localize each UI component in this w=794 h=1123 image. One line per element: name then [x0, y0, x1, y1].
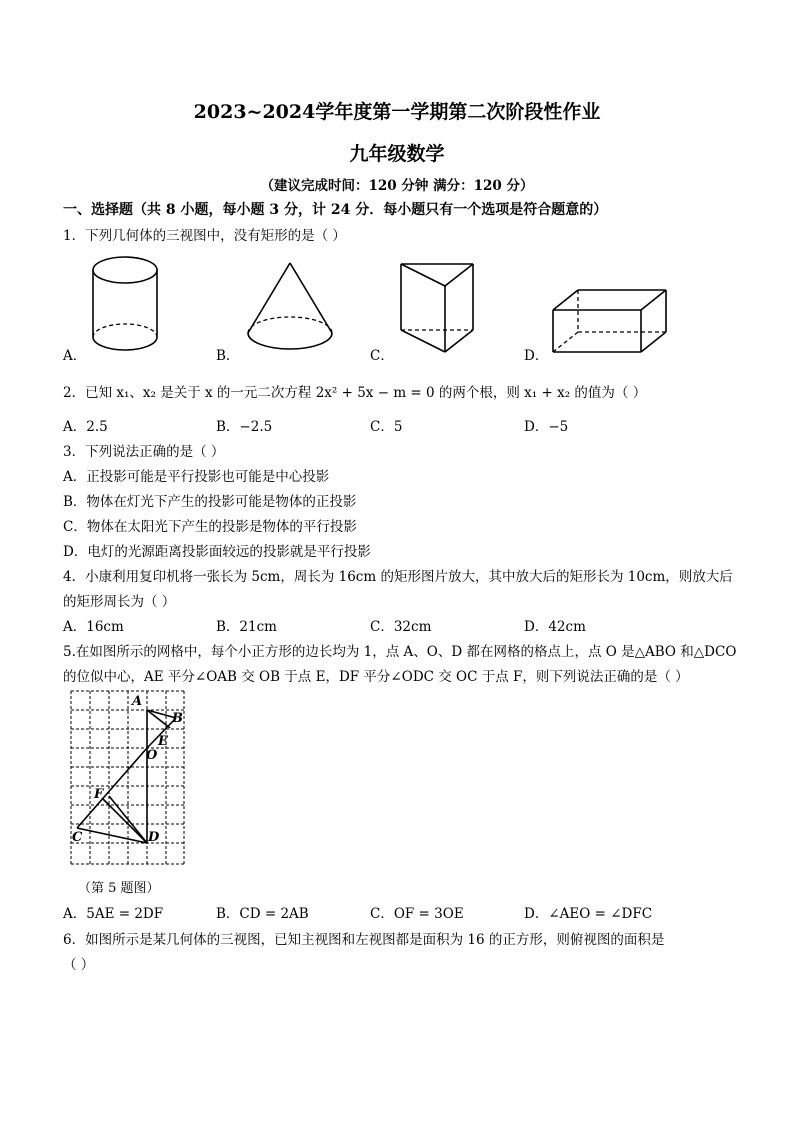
q2-option-c: C．5 — [370, 419, 403, 435]
q2-option-d: D．−5 — [524, 419, 569, 435]
label-o: O — [146, 748, 158, 763]
figure-5-caption: （第 5 题图） — [78, 881, 160, 896]
question-4-stem-cont: 的矩形周长为（ ） — [63, 594, 176, 610]
rectangular-box-figure — [548, 285, 673, 357]
question-6-stem: 6．如图所示是某几何体的三视图，已知主视图和左视图都是面积为 16 的正方形，则俯视图的面积是 — [63, 932, 665, 948]
label-a: A — [132, 694, 143, 709]
q3-option-c: C．物体在太阳光下产生的投影是物体的平行投影 — [63, 519, 357, 535]
q5-option-c: C．OF = 3OE — [370, 906, 464, 922]
q1-option-b: B． — [216, 348, 240, 364]
label-b: B — [172, 711, 183, 726]
q1-option-a: A． — [63, 348, 87, 364]
q5-option-a: A．5AE = 2DF — [63, 906, 164, 922]
q4-option-b: B．21cm — [216, 619, 277, 635]
q5-option-d: D．∠AEO = ∠DFC — [524, 906, 653, 922]
q4-option-a: A．16cm — [63, 619, 124, 635]
question-2-stem: 2．已知 x₁、x₂ 是关于 x 的一元二次方程 2x² + 5x − m = 0 的两个根，则 x₁ + x₂ 的值为（ ） — [63, 385, 647, 401]
label-c: C — [72, 830, 83, 845]
cone-figure — [240, 255, 340, 360]
q1-option-c: C． — [370, 348, 394, 364]
label-f: F — [94, 787, 104, 802]
q1-option-d: D． — [524, 348, 549, 364]
q2-option-a: A．2.5 — [63, 419, 108, 435]
triangular-prism-figure — [395, 258, 480, 358]
question-3-stem: 3．下列说法正确的是（ ） — [63, 444, 225, 460]
q3-option-a: A．正投影可能是平行投影也可能是中心投影 — [63, 469, 330, 485]
label-d: D — [148, 830, 160, 845]
exam-title: 2023~2024学年度第一学期第二次阶段性作业 — [193, 101, 601, 123]
question-1-stem: 1．下列几何体的三视图中，没有矩形的是（ ） — [63, 228, 346, 244]
question-5-stem: 5.在如图所示的网格中，每个小正方形的边长均为 1，点 A、O、D 都在网格的格点上，点 O 是△ABO 和△DCO — [63, 644, 737, 660]
q3-option-b: B．物体在灯光下产生的投影可能是物体的正投影 — [63, 494, 357, 510]
question-5-stem-cont: 的位似中心，AE 平分∠OAB 交 OB 于点 E，DF 平分∠ODC 交 OC 于点 F，则下列说法正确的是（ ） — [63, 669, 689, 685]
exam-info: （建议完成时间：120 分钟 满分：120 分） — [260, 178, 534, 194]
section-heading: 一、选择题（共 8 小题，每小题 3 分，计 24 分．每小题只有一个选项是符合题意的） — [63, 202, 608, 218]
cylinder-figure — [85, 250, 165, 360]
q5-option-b: B．CD = 2AB — [216, 906, 309, 922]
question-4-stem: 4．小康利用复印机将一张长为 5cm，周长为 16cm 的矩形图片放大，其中放大后的矩形长为 10cm，则放大后 — [63, 569, 733, 585]
subject-title: 九年级数学 — [349, 143, 445, 165]
q4-option-d: D．42cm — [524, 619, 586, 635]
question-6-stem-cont: （ ） — [63, 957, 95, 973]
q2-option-b: B．−2.5 — [216, 419, 273, 435]
q3-option-d: D．电灯的光源距离投影面较远的投影就是平行投影 — [63, 544, 371, 560]
q4-option-c: C．32cm — [370, 619, 432, 635]
label-e: E — [158, 734, 168, 749]
